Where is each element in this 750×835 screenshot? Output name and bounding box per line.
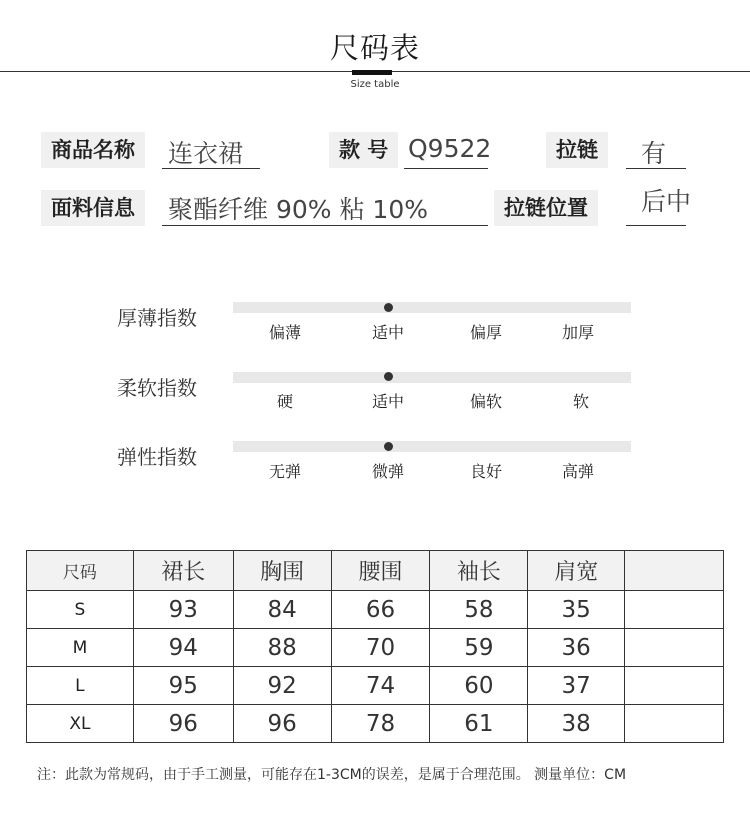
index-option: 软 <box>572 392 589 411</box>
zipper-underline <box>626 168 686 169</box>
table-row <box>27 629 724 667</box>
index-track <box>233 302 631 313</box>
column-header: 腰围 <box>331 551 430 591</box>
product-name-label: 商品名称 <box>41 132 145 168</box>
index-option: 微弹 <box>371 462 404 481</box>
column-header <box>625 551 724 591</box>
table-cell: M <box>27 629 134 667</box>
product-name-underline <box>162 168 260 169</box>
table-cell: 88 <box>233 629 331 667</box>
table-cell <box>625 705 724 743</box>
fabric-underline <box>162 225 488 226</box>
zipper-position-value: 后中 <box>641 187 692 216</box>
table-cell: 96 <box>233 705 331 743</box>
index-option: 偏厚 <box>469 323 502 342</box>
index-label: 厚薄指数 <box>117 306 197 330</box>
table-cell: 59 <box>430 629 528 667</box>
table-row <box>27 667 724 705</box>
index-option: 加厚 <box>561 323 594 342</box>
table-cell: 78 <box>331 705 430 743</box>
index-marker <box>384 372 393 381</box>
zipper-label: 拉链 <box>546 132 608 168</box>
column-header: 裙长 <box>133 551 233 591</box>
table-cell <box>625 591 724 629</box>
measurement-note: 注：此款为常规码，由于手工测量，可能存在1-3CM的误差，是属于合理范围。 测量单位：CM <box>37 767 627 783</box>
page-title: 尺码表 <box>329 31 420 65</box>
table-cell: 58 <box>430 591 528 629</box>
index-option: 偏软 <box>469 392 502 411</box>
table-cell: 96 <box>133 705 233 743</box>
table-cell: S <box>27 591 134 629</box>
index-marker <box>384 442 393 451</box>
table-cell: 35 <box>528 591 625 629</box>
header-accent-bar <box>352 70 392 75</box>
zipper-value: 有 <box>641 139 667 168</box>
index-marker <box>384 303 393 312</box>
column-header: 尺码 <box>27 551 134 591</box>
index-option: 良好 <box>469 462 502 481</box>
index-option: 高弹 <box>561 462 594 481</box>
table-cell: 93 <box>133 591 233 629</box>
table-header-row <box>27 551 724 591</box>
table-row <box>27 591 724 629</box>
index-label: 柔软指数 <box>117 376 197 400</box>
table-cell: 94 <box>133 629 233 667</box>
table-cell: 37 <box>528 667 625 705</box>
fabric-value: 聚酯纤维 90% 粘 10% <box>168 195 428 224</box>
table-cell: 60 <box>430 667 528 705</box>
index-track <box>233 372 631 383</box>
style-number-label: 款 号 <box>329 132 398 168</box>
index-option: 硬 <box>276 392 293 411</box>
size-table <box>26 550 724 743</box>
page-subtitle: Size table <box>350 79 400 90</box>
column-header: 袖长 <box>430 551 528 591</box>
table-cell <box>625 629 724 667</box>
table-cell: 74 <box>331 667 430 705</box>
table-row <box>27 705 724 743</box>
table-cell: 38 <box>528 705 625 743</box>
table-cell: 92 <box>233 667 331 705</box>
index-label: 弹性指数 <box>117 445 197 469</box>
style-number-value: Q9522 <box>408 134 492 163</box>
table-cell: 84 <box>233 591 331 629</box>
style-number-underline <box>404 168 488 169</box>
table-cell: 70 <box>331 629 430 667</box>
table-cell: 61 <box>430 705 528 743</box>
table-cell <box>625 667 724 705</box>
column-header: 胸围 <box>233 551 331 591</box>
index-option: 偏薄 <box>268 323 301 342</box>
column-header: 肩宽 <box>528 551 625 591</box>
index-option: 无弹 <box>268 462 301 481</box>
zipper-position-label: 拉链位置 <box>494 190 598 226</box>
index-track <box>233 441 631 452</box>
table-cell: 66 <box>331 591 430 629</box>
product-name-value: 连衣裙 <box>168 139 244 168</box>
table-cell: L <box>27 667 134 705</box>
table-cell: XL <box>27 705 134 743</box>
table-cell: 36 <box>528 629 625 667</box>
index-option: 适中 <box>371 323 404 342</box>
fabric-label: 面料信息 <box>41 190 145 226</box>
table-cell: 95 <box>133 667 233 705</box>
index-option: 适中 <box>371 392 404 411</box>
zipper-position-underline <box>626 225 686 226</box>
